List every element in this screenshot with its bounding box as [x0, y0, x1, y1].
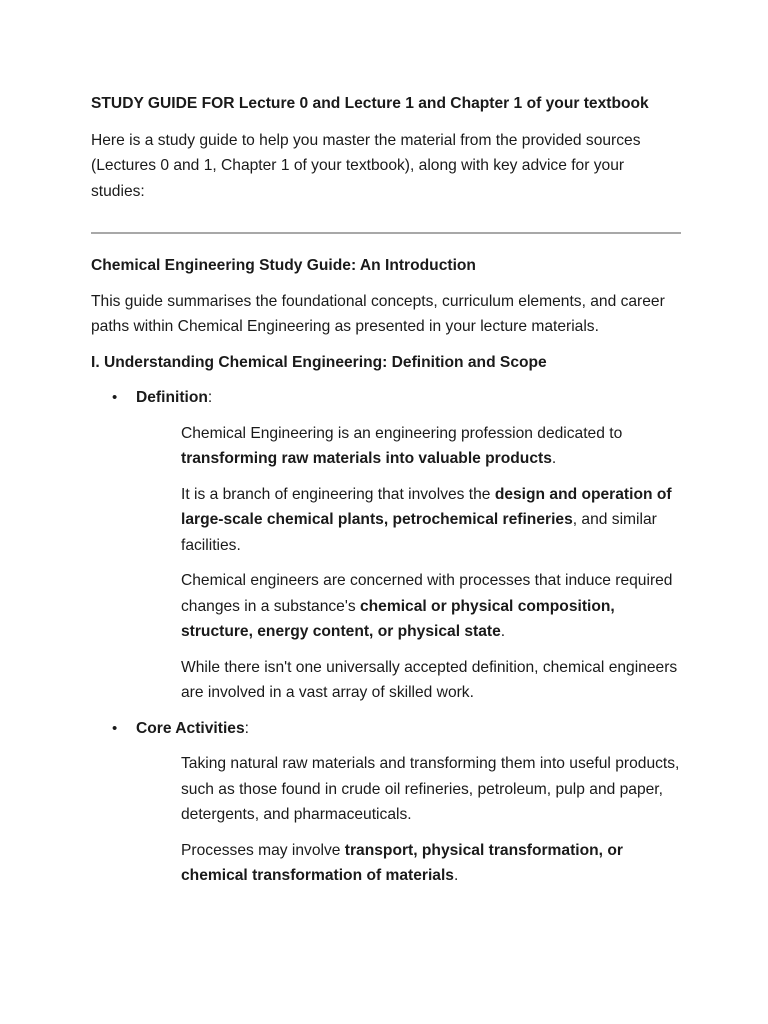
bold-text: transforming raw materials into valuable products [181, 450, 552, 467]
bullet-dot-icon: • [112, 719, 118, 737]
bold-text: transport, physical transformation, or chemical transformation of materials [181, 841, 623, 884]
bullet-heading [112, 716, 681, 742]
bullet-colon: : [207, 389, 213, 406]
activity-paragraph: Taking natural raw materials and transforming them into useful products, such as those found in crude oil refineries, petroleum, pulp and paper, detergents, and pharmaceuticals. [181, 755, 680, 823]
text-run: Chemical engineers are concerned with processes that induce required changes in a substance's [181, 572, 673, 615]
bullet-core-activities [91, 716, 681, 889]
bullet-dot-icon: • [112, 389, 118, 406]
intro-paragraph: Here is a study guide to help you master the material from the provided sources (Lectures 0 and 1, Chapter 1 of your textbook), along with key advice for your studies: [91, 131, 641, 200]
text-run: . [551, 450, 557, 467]
bullet-list [91, 385, 681, 889]
bullet-label: Definition [136, 389, 208, 406]
text-run: Chemical Engineering is an engineering profession dedicated to [181, 424, 623, 442]
section-title: Chemical Engineering Study Guide: An Introduction [91, 257, 476, 274]
bullet-heading [112, 385, 681, 411]
bullet-colon: : [244, 719, 249, 737]
definition-paragraph [181, 568, 681, 645]
horizontal-divider [91, 232, 681, 234]
text-run: . [500, 623, 506, 640]
text-run: , and similar facilities. [181, 511, 657, 554]
activity-paragraph [181, 838, 681, 889]
definition-paragraph [181, 482, 681, 559]
text-run: Processes may involve [181, 841, 345, 859]
definition-paragraph [181, 421, 681, 472]
text-run: It is a branch of engineering that involves the [181, 485, 495, 503]
bold-text: chemical or physical composition, structure, energy content, or physical state [181, 597, 615, 640]
section-summary: This guide summarises the foundational concepts, curriculum elements, and career paths within Chemical Engineering as presented in your lecture materials. [91, 292, 665, 335]
text-run: . [453, 867, 459, 884]
definition-paragraph: While there isn't one universally accepted definition, chemical engineers are involved in a vast array of skilled work. [181, 658, 678, 701]
document-body [91, 91, 681, 899]
bold-text: design and operation of large-scale chemical plants, petrochemical refineries [181, 485, 672, 528]
bullet-definition [91, 385, 681, 706]
part-heading: I. Understanding Chemical Engineering: Definition and Scope [91, 353, 547, 371]
bullet-label: Core Activities [136, 719, 245, 737]
document-title: STUDY GUIDE FOR Lecture 0 and Lecture 1 and Chapter 1 of your textbook [91, 95, 649, 112]
